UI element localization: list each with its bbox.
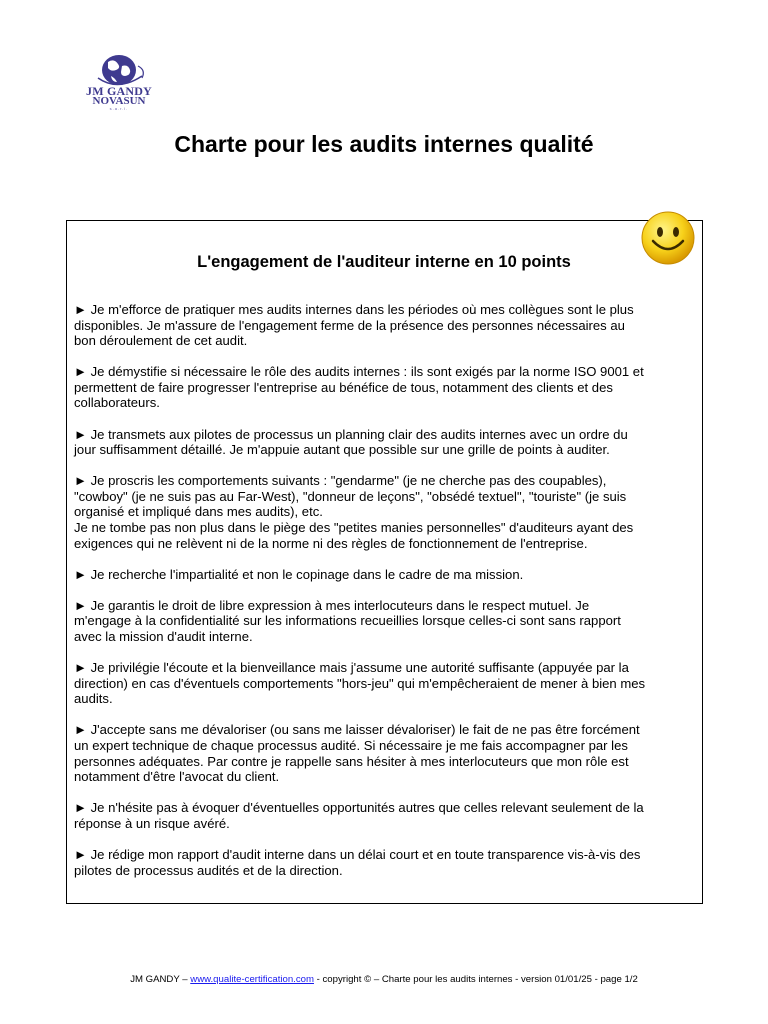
logo-text-line1: JM GANDY bbox=[86, 84, 152, 98]
company-logo bbox=[78, 52, 160, 114]
commitment-point-8: ► J'accepte sans me dévaloriser (ou sans me laisser dévaloriser) le fait de ne pas être forcément un expert technique de chaque processus audité. Si nécessaire je me fais accompagner par les personnes adéquates. Par contre je rappelle sans hésiter à mes interlocuteurs que mon rôle est notamment d'être l'avocat du client. bbox=[74, 722, 640, 785]
commitment-point-9: ► Je n'hésite pas à évoquer d'éventuelles opportunités autres que celles relevant seulement de la réponse à un risque avéré. bbox=[74, 800, 644, 831]
page-footer bbox=[0, 974, 768, 985]
globe-logo-icon bbox=[78, 52, 160, 88]
footer-copyright: - copyright © – Charte pour les audits internes - version 01/01/25 - page 1/2 bbox=[313, 974, 638, 985]
commitment-list bbox=[74, 302, 696, 894]
commitment-point-5: ► Je recherche l'impartialité et non le copinage dans le cadre de ma mission. bbox=[74, 566, 524, 582]
logo-tagline: s.a.r.l. bbox=[109, 106, 129, 111]
commitment-point-3: ► Je transmets aux pilotes de processus un planning clair des audits internes avec un ordre du jour suffisamment détaillé. Je m'appuie autant que possible sur une grille de points à auditer. bbox=[74, 426, 628, 458]
footer-website-link[interactable]: www.qualite-certification.com bbox=[190, 974, 314, 985]
commitment-point-2: ► Je démystifie si nécessaire le rôle des audits internes : ils sont exigés par la norme ISO 9001 et permettent de faire progresser l'entreprise au bénéfice de tous, notamment des clients et des collaborateurs. bbox=[74, 364, 644, 411]
page-title: Charte pour les audits internes qualité bbox=[174, 131, 594, 157]
logo-text-line2: NOVASUN bbox=[92, 95, 146, 107]
commitment-point-10: ► Je rédige mon rapport d'audit interne dans un délai court et en toute transparence vis-à-vis des pilotes de processus audités et de la direction. bbox=[74, 846, 641, 878]
commitment-point-6: ► Je garantis le droit de libre expression à mes interlocuteurs dans le respect mutuel. Je m'engage à la confidentialité sur les informations recueillies lorsque celles-ci sont sans rapport avec la mission d'audit interne. bbox=[74, 597, 621, 644]
commitment-point-1: ► Je m'efforce de pratiquer mes audits internes dans les périodes où mes collègues sont le plus disponibles. Je m'assure de l'engagement ferme de la présence des personnes nécessaires au bon déroulement de cet audit. bbox=[74, 302, 634, 349]
commitment-point-7: ► Je privilégie l'écoute et la bienveillance mais j'assume une autorité suffisante (appuyée par la direction) en cas d'éventuels comportements "hors-jeu" qui m'empêcheraient de mener à bien mes audits. bbox=[74, 660, 646, 707]
footer-author: JM GANDY – bbox=[130, 974, 191, 985]
commitment-point-4: ► Je proscris les comportements suivants : "gendarme" (je ne cherche pas des coupables), "cowboy" (je ne suis pas au Far-West), "donneur de leçons", "obsédé textuel", "touriste" (je suis organisé et impliqué dans mes audits), etc. Je ne tombe pas non plus dans le piège des "petites manies personnelles" d'auditeurs ayant des exigences qui ne relèvent ni de la norme ni des règles de fonctionnement de l'entreprise. bbox=[74, 473, 634, 551]
section-title: L'engagement de l'auditeur interne en 10 points bbox=[197, 253, 571, 271]
